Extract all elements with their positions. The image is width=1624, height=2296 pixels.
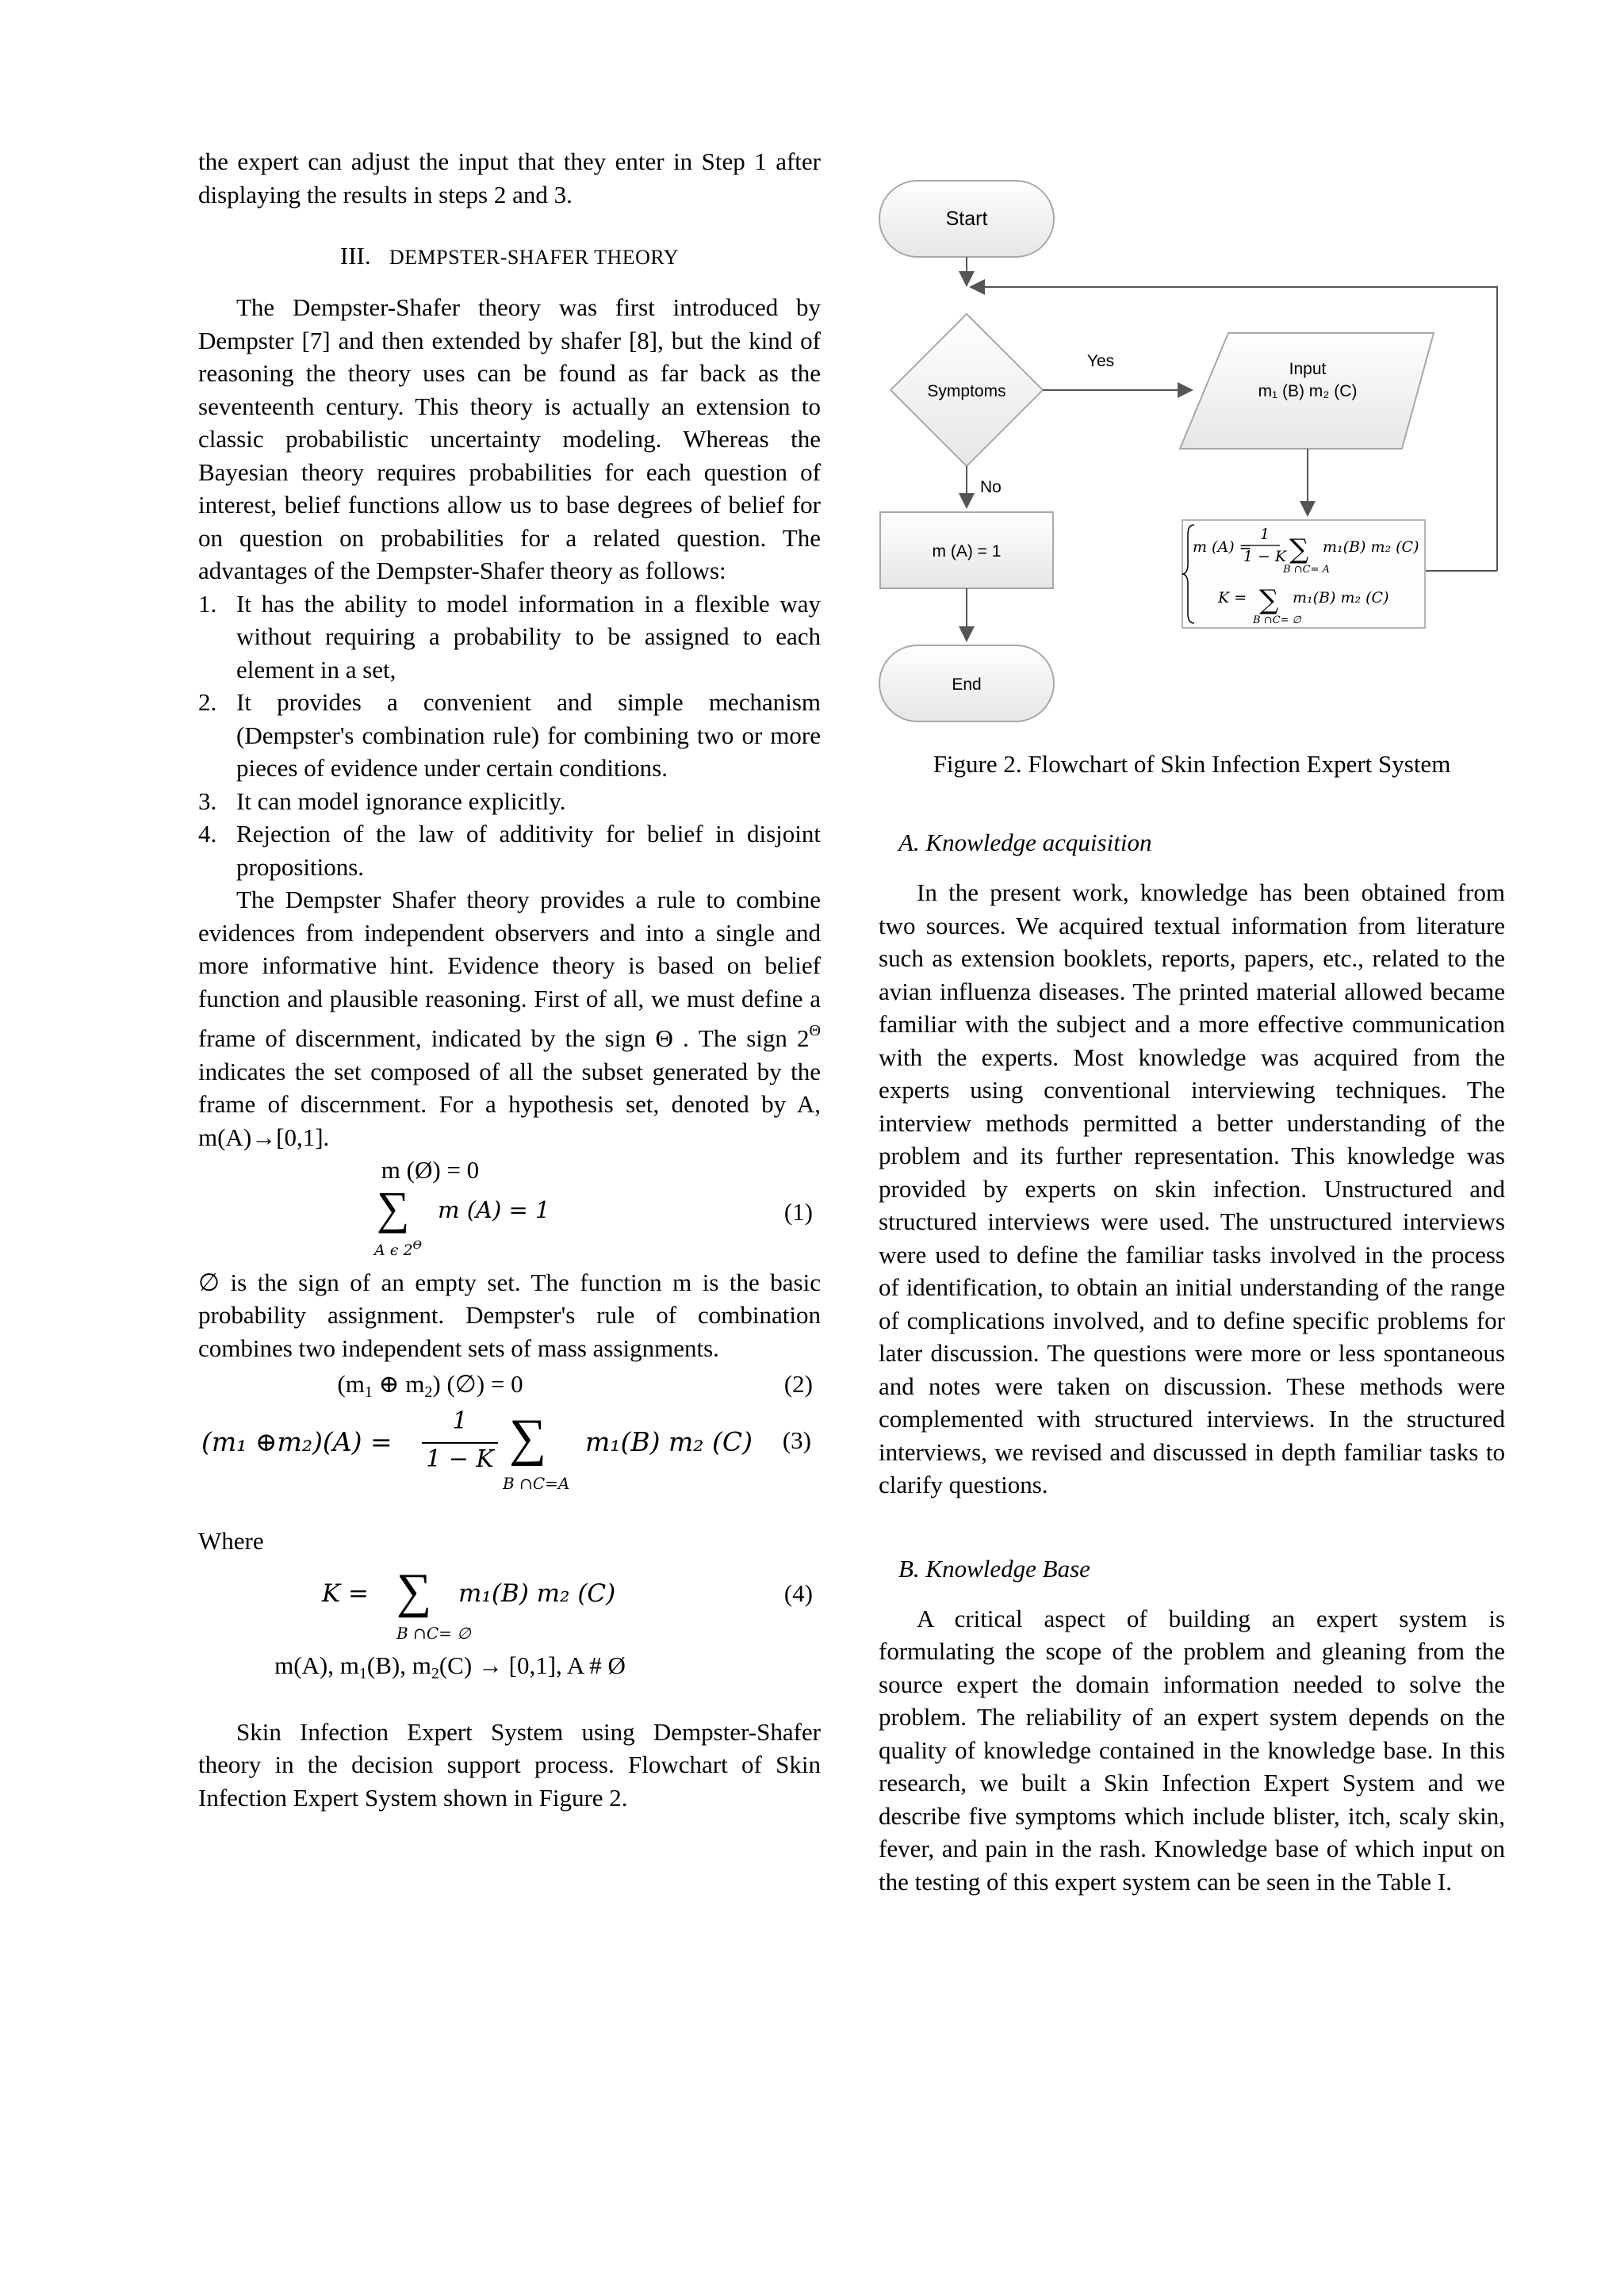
knowledge-acquisition-paragraph: In the present work, knowledge has been obtained from two sources. We acquired textual information from literature such as extension booklets, reports, papers, etc., related to the avian influenza diseases. The printed material allowed became familiar with the subject and a more effective communication with the experts. Most knowledge was acquired from the experts using conventional interviewing techniques. The interview methods permitted a better understanding of the problem and its further representation. This knowledge was provided by experts on skin infection. Unstructured and structured interviews were used. The unstructured interviews were used to define the familiar tasks involved in the process of identification, to obtain an initial understanding of the range of complications involved, and to define specific problems for later discussion. The questions were more or less spontaneous and notes were taken on discussion. These methods were complemented with structured interviews. In the structured interviews, we revised and discussed in depth familiar tasks to clarify questions. <box>879 878 1505 1498</box>
equation-3-summand: m₁(B) m₂ (C) <box>585 1425 753 1457</box>
formula-fraction-numerator: 1 <box>1259 526 1270 543</box>
empty-set-paragraph: ∅ is the sign of an empty set. The function m is the basic probability assignment. Dempster's rule of combination combines two independent sets of mass assignments. <box>198 1268 821 1362</box>
section-title: DEMPSTER-SHAFER THEORY <box>389 246 680 269</box>
equation-3 <box>198 1406 821 1506</box>
formula-summand: m₁(B) m₂ (C) <box>1323 538 1419 556</box>
equation-4-number: (4) <box>783 1579 813 1607</box>
intro-paragraph: the expert can adjust the input that they enter in Step 1 after displaying the results in steps 2 and 3. <box>198 147 821 209</box>
equation-2: ($m_1$ ⊕ $m_2$) (∅) = 0 (2) <box>198 1368 821 1401</box>
equation-3-numerator: 1 <box>452 1406 468 1435</box>
end-label: End <box>952 675 982 694</box>
list-item: 3. It can model ignorance explicitly. <box>198 786 566 815</box>
input-title: Input <box>1289 360 1327 378</box>
formula-k-lhs: K = <box>1218 589 1247 607</box>
formula-under-a: B ∩C= A <box>1283 564 1330 576</box>
advantages-list <box>198 587 821 884</box>
no-label: No <box>980 478 1002 496</box>
equation-1-lhs: m (A) = 1 <box>438 1196 550 1223</box>
formula-fraction-denominator: 1 − K <box>1243 548 1287 565</box>
equation-1 <box>198 1181 821 1266</box>
subsection-a-heading: A. Knowledge acquisition <box>898 828 1152 856</box>
section-number: III. <box>339 242 371 270</box>
formula-under-empty: B ∩C= ∅ <box>1253 614 1301 626</box>
where-label: Where <box>198 1526 264 1555</box>
equation-2-number: (2) <box>783 1370 813 1398</box>
sum-symbol: ∑ <box>1259 584 1279 616</box>
subsection-b-heading: B. Knowledge Base <box>898 1554 1090 1582</box>
decision-label: Symptoms <box>927 382 1006 400</box>
right-text-block <box>879 743 1505 1898</box>
input-vars: m₁ (B) m₂ (C) <box>1258 382 1358 400</box>
section-heading <box>198 239 821 274</box>
yes-label: Yes <box>1086 352 1115 370</box>
list-item: 2. It provides a convenient and simple mechanism (Dempster's combination rule) for combining two or more pieces of evidence under certain conditions. <box>198 688 821 782</box>
assign-label: m (A) = 1 <box>932 542 1002 561</box>
list-item: 1. It has the ability to model information in a flexible way without requiring a probability to be assigned to each element in a set, <box>198 589 821 683</box>
knowledge-base-paragraph: A critical aspect of building an expert system is formulating the scope of the problem and gleaning from the source expert the domain information needed to solve the problem. The reliability of an expert system depends on the quality of knowledge contained in the knowledge base. In this research, we built a Skin Infection Expert System and we describe five symptoms which include blister, itch, scaly skin, fever, and pain in the rash. Knowledge base of which input on the testing of this expert system can be seen in the Table I. <box>879 1604 1505 1896</box>
formula-m-lhs: m (A) = <box>1193 538 1252 556</box>
equation-4-lhs: K = <box>322 1579 369 1608</box>
fraction-bar <box>422 1442 498 1444</box>
equation-4-under: B ∩C= ∅ <box>396 1624 471 1643</box>
equation-4 <box>198 1564 821 1649</box>
equation-3-denominator: 1 − K <box>426 1445 494 1473</box>
equation-4-summand: m₁(B) m₂ (C) <box>458 1579 616 1608</box>
left-column <box>198 145 821 1814</box>
sum-symbol: ∑ <box>396 1564 432 1618</box>
list-item: 4. Rejection of the law of additivity for belief in disjoint propositions. <box>198 820 821 881</box>
equation-1-under: A ϵ $2^\Theta$ <box>374 1238 423 1259</box>
start-label: Start <box>945 208 988 230</box>
figure-caption: Figure 2. Flowchart of Skin Infection Expert System <box>933 750 1451 778</box>
evidence-paragraph: The Dempster Shafer theory provides a rule to combine evidences from independent observers and into a single and more informative hint. Evidence theory is based on belief function and plausible reasoning. First of all, we must define a frame of discernment, indicated by the sign Θ . The sign $2^\Theta$ indicates the set composed of all the subset generated by the frame of discernment. For a hypothesis set, denoted by A, m(A)→[0,1]. <box>198 886 821 1151</box>
equation-3-lhs: (m₁ ⊕m₂)(A) = <box>201 1425 393 1457</box>
sum-symbol: ∑ <box>1289 534 1309 565</box>
equation-domain: m(A), $m_1(B)$, $m_2(C) \to [0,1]$, A # Ø <box>274 1651 626 1682</box>
equation-3-under: B ∩C=A <box>503 1473 570 1493</box>
flowchart-reference-paragraph: Skin Infection Expert System using Dempster-Shafer theory in the decision support process. Flowchart of Skin Infection Expert System shown in Figure 2. <box>198 1717 821 1812</box>
equation-m-empty: m (Ø) = 0 <box>381 1156 480 1184</box>
equation-1-number: (1) <box>783 1197 813 1226</box>
equation-3-number: (3) <box>782 1425 811 1454</box>
sum-symbol: ∑ <box>509 1408 547 1467</box>
sum-symbol: ∑ <box>377 1181 410 1234</box>
ds-intro-paragraph: The Dempster-Shafer theory was first introduced by Dempster [7] and then extended by shafer [8], but the kind of reasoning the theory uses can be found as far back as the seventeenth century. This theory is actually an extension to classic probabilistic uncertainty modeling. Whereas the Bayesian theory requires probabilities for each question of interest, belief functions allow us to base degrees of belief for on question on probabilities for a related question. The advantages of the Dempster-Shafer theory as follows: <box>198 293 821 584</box>
formula-k-summand: m₁(B) m₂ (C) <box>1293 589 1389 607</box>
